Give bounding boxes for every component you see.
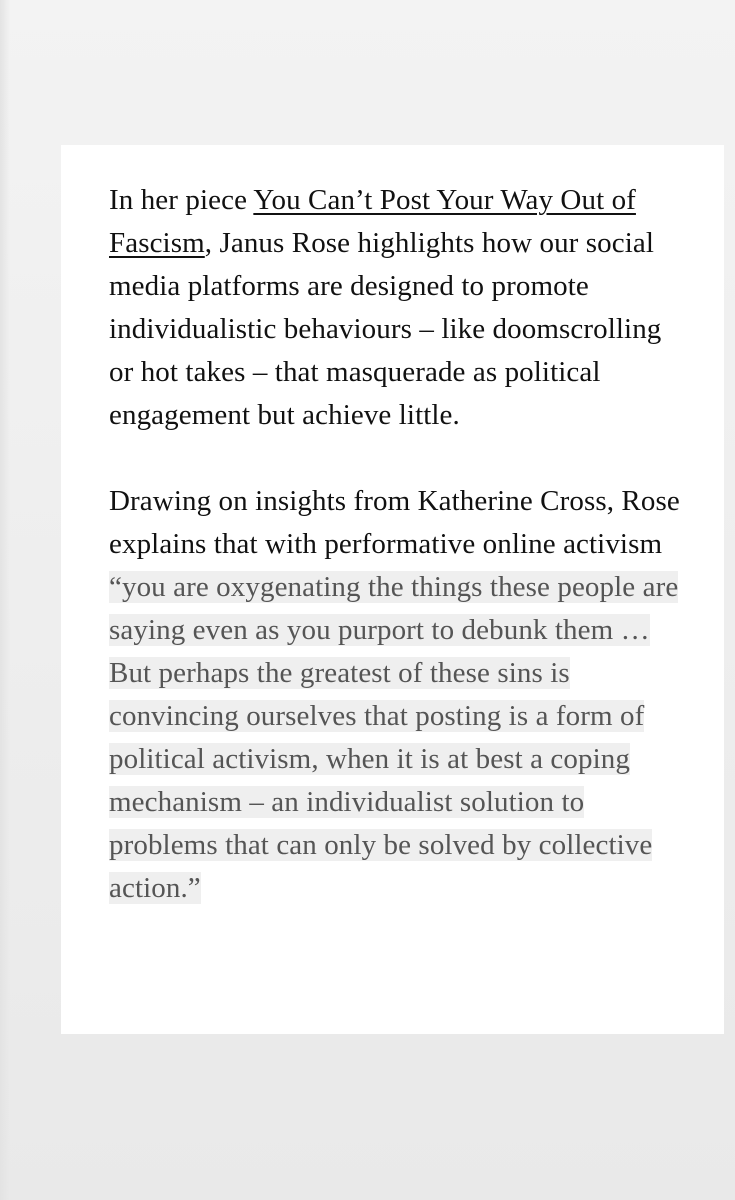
intro-text: In her piece: [109, 184, 254, 216]
article-link[interactable]: You Can’t Post Your Way Out of Fascism: [109, 184, 636, 259]
screen-edge-shadow: [0, 0, 10, 1200]
paragraph-spacer: [109, 437, 684, 480]
intro-text-continued: , Janus Rose highlights how our social media platforms are designed to promote individualistic behaviours – like doomscrolling or hot takes – that masquerade as political engagement but achieve little.: [109, 227, 662, 431]
article-card: [61, 145, 724, 1034]
quote-intro-text: Drawing on insights from Katherine Cross, Rose explains that with performative online activism: [109, 485, 680, 560]
paragraph-intro: [109, 179, 684, 437]
highlighted-quote: “you are oxygenating the things these people are saying even as you purport to debunk them … But perhaps the greatest of these sins is convincing ourselves that posting is a form of political activism, when it is at best a coping mechanism – an individualist solution to problems that can only be solved by collective action.”: [109, 571, 679, 904]
paragraph-quote: [109, 480, 684, 910]
